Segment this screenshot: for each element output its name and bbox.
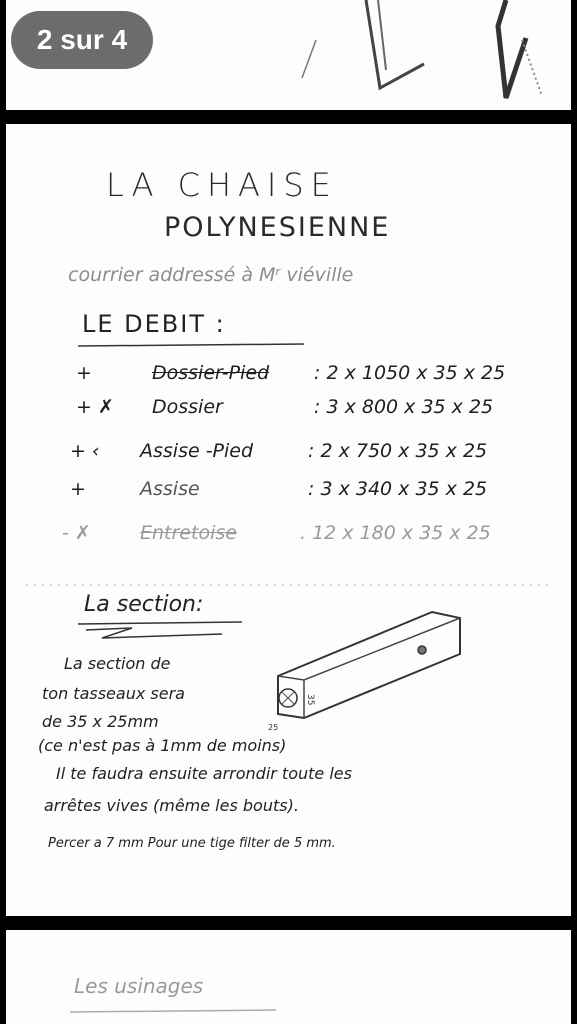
row-dimensions: : 3 x 800 x 35 x 25 (314, 396, 494, 418)
cut-list-row (76, 362, 556, 388)
section-text-line: (ce n'est pas à 1mm de moins) (38, 736, 287, 755)
row-dimensions: : 2 x 1050 x 35 x 25 (314, 362, 506, 384)
timber-section-sketch (264, 606, 474, 736)
row-part-name: Assise -Pied (140, 440, 254, 462)
row-dimensions: . 12 x 180 x 35 x 25 (300, 522, 491, 544)
debit-heading: LE DEBIT : (82, 310, 226, 338)
section-text-line: ton tasseaux sera (42, 684, 185, 703)
next-page-heading: Les usinages (74, 974, 204, 998)
next-page[interactable] (6, 930, 571, 1024)
sketch-depth-label: 35 (305, 694, 315, 706)
row-part-name: Entretoise (140, 522, 237, 544)
sketch-side-label: 25 (268, 723, 279, 732)
current-page[interactable] (6, 124, 571, 916)
row-mark: + (76, 362, 92, 384)
section-underline (72, 618, 252, 652)
row-mark: + ✗ (76, 396, 114, 418)
cut-list-row (70, 478, 556, 504)
row-part-name: Dossier (152, 396, 223, 418)
document-subtitle: courrier addressé à Mʳ viéville (68, 264, 354, 286)
rounding-text-line: arrêtes vives (même les bouts). (44, 796, 299, 815)
document-title-line1: LA CHAISE (106, 166, 338, 204)
cut-list-row (70, 440, 556, 466)
drill-instruction: Percer a 7 mm Pour une tige filter de 5 mm. (48, 836, 336, 851)
page-counter-badge: 2 sur 4 (11, 11, 153, 69)
rounding-text-line: Il te faudra ensuite arrondir toute les (56, 764, 352, 783)
section-heading: La section: (84, 592, 204, 617)
next-heading-underline (66, 1004, 286, 1018)
row-part-name: Dossier-Pied (152, 362, 270, 384)
cut-list-row (62, 522, 556, 548)
debit-underline (76, 338, 316, 350)
row-mark: - ✗ (62, 522, 91, 544)
row-dimensions: : 3 x 340 x 35 x 25 (308, 478, 488, 500)
section-text-line: La section de (64, 654, 171, 673)
row-part-name: Assise (140, 478, 200, 500)
row-mark: + ‹ (70, 440, 100, 462)
section-text-line: de 35 x 25mm (42, 712, 159, 731)
row-mark: + (70, 478, 86, 500)
cut-list-row (76, 396, 556, 422)
document-title-line2: POLYNESIENNE (164, 212, 391, 243)
row-dimensions: : 2 x 750 x 35 x 25 (308, 440, 488, 462)
dotted-separator (6, 580, 571, 590)
